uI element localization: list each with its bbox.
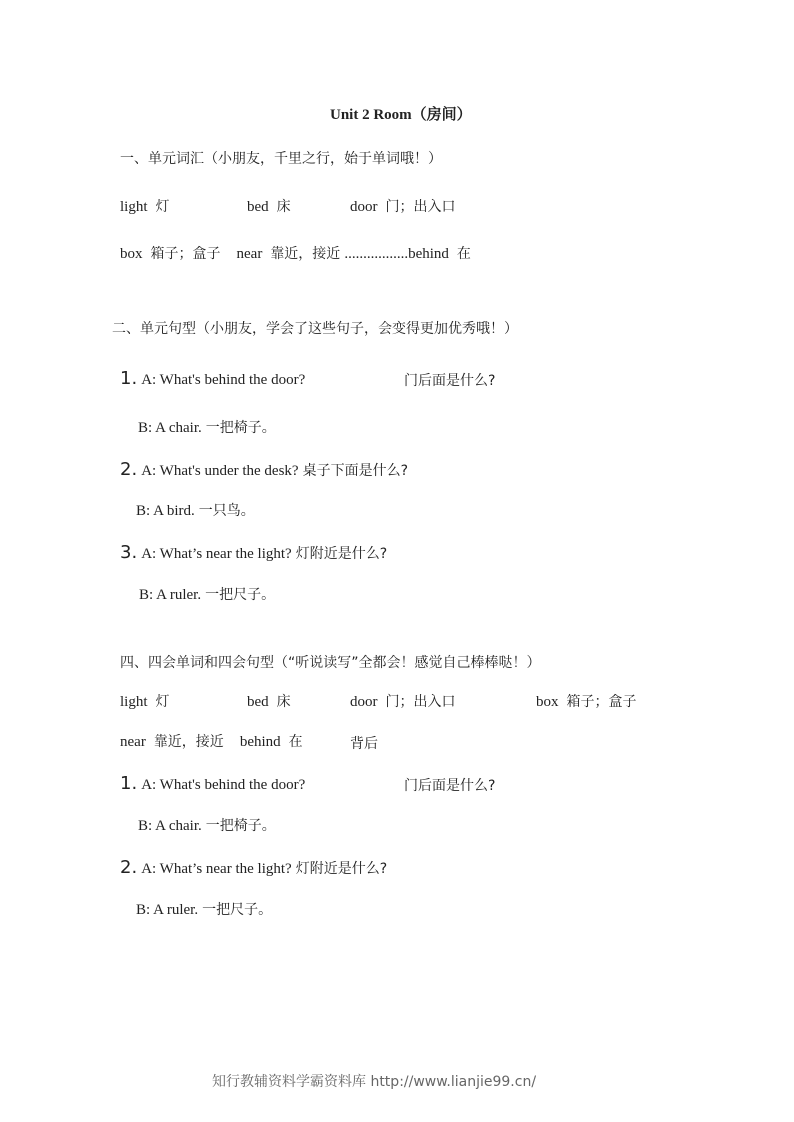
- vocab-en: box: [120, 246, 143, 262]
- vocab-en: box: [536, 694, 559, 710]
- vocab-en: near: [120, 734, 146, 750]
- vocab-en: bed: [247, 694, 269, 710]
- vocab-cn: 箱子；盒子: [150, 246, 221, 262]
- vocab-dots: .................: [344, 246, 409, 262]
- vocab-row: [120, 243, 471, 263]
- page-footer: 知行教辅资料学霸资料库 http://www.lianjie99.cn/: [212, 1074, 537, 1090]
- sentence-a: [120, 459, 408, 480]
- vocab-cn: 床: [276, 694, 291, 710]
- vocab-en: near: [236, 246, 263, 262]
- vocab-cn: 门；出入口: [385, 694, 456, 710]
- sentence-a: [120, 542, 387, 563]
- vocab-cn: 在: [288, 734, 303, 750]
- vocab-cn: 灯: [155, 694, 170, 710]
- section1-heading: 一、单元词汇（小朋友，千里之行，始于单词哦！）: [120, 151, 442, 167]
- vocab-cn: 灯: [155, 199, 170, 215]
- sentence-cn: 一把椅子。: [205, 818, 276, 834]
- item-number: 2.: [120, 857, 138, 878]
- item-number: 3.: [120, 542, 138, 563]
- sentence-a: [120, 773, 305, 794]
- sentence-cn: 桌子下面是什么?: [302, 463, 409, 479]
- vocab-en: behind: [239, 734, 281, 750]
- item-number: 1.: [120, 773, 138, 794]
- page-title: Unit 2 Room（房间）: [330, 107, 472, 123]
- sentence-b: [138, 417, 276, 437]
- sentence-en: B: A chair.: [138, 420, 202, 436]
- vocab-cn-extra: 背后: [350, 736, 378, 752]
- vocab-en: behind: [408, 246, 449, 262]
- vocab-row: [120, 731, 303, 751]
- vocab-cn: 箱子；盒子: [566, 694, 637, 710]
- section2-heading: 二、单元句型（小朋友，学会了这些句子，会变得更加优秀哦！）: [112, 321, 518, 337]
- vocab-en: door: [350, 694, 378, 710]
- item-number: 2.: [120, 459, 138, 480]
- sentence-cn: 一只鸟。: [198, 503, 255, 519]
- vocab-item: [247, 196, 291, 216]
- vocab-item: [536, 691, 637, 711]
- vocab-cn: 门；出入口: [385, 199, 456, 215]
- sentence-b: [136, 500, 255, 520]
- vocab-item: [247, 691, 291, 711]
- vocab-en: door: [350, 199, 378, 215]
- section4-heading: 四、四会单词和四会句型（“听说读写”全都会！感觉自己棒棒哒！）: [120, 655, 541, 671]
- sentence-cn: 灯附近是什么?: [295, 861, 388, 877]
- vocab-cn: 在: [456, 246, 471, 262]
- sentence-en: A: What's behind the door?: [141, 777, 306, 793]
- sentence-cn: 一把尺子。: [205, 587, 276, 603]
- sentence-cn: 灯附近是什么?: [295, 546, 388, 562]
- sentence-en: B: A chair.: [138, 818, 202, 834]
- sentence-en: B: A bird.: [136, 503, 195, 519]
- sentence-en: A: What's behind the door?: [141, 372, 306, 388]
- vocab-cn: 靠近，接近: [270, 246, 341, 262]
- vocab-item: [350, 691, 456, 711]
- sentence-en: A: What's under the desk?: [141, 463, 299, 479]
- sentence-b: [139, 584, 275, 604]
- vocab-en: bed: [247, 199, 269, 215]
- vocab-cn: 床: [276, 199, 291, 215]
- vocab-item: [120, 691, 170, 711]
- vocab-en: light: [120, 199, 148, 215]
- vocab-item: [350, 196, 456, 216]
- sentence-b: [138, 815, 276, 835]
- sentence-cn: 门后面是什么?: [404, 373, 496, 389]
- sentence-cn: 一把尺子。: [202, 902, 273, 918]
- vocab-item: [120, 196, 170, 216]
- sentence-en: B: A ruler.: [136, 902, 199, 918]
- vocab-en: light: [120, 694, 148, 710]
- sentence-cn: 门后面是什么?: [404, 778, 496, 794]
- sentence-b: [136, 899, 272, 919]
- vocab-cn: 靠近，接近: [153, 734, 224, 750]
- sentence-a: [120, 368, 305, 389]
- sentence-en: B: A ruler.: [139, 587, 202, 603]
- item-number: 1.: [120, 368, 138, 389]
- sentence-a: [120, 857, 387, 878]
- sentence-en: A: What’s near the light?: [141, 861, 292, 877]
- sentence-cn: 一把椅子。: [205, 420, 276, 436]
- sentence-en: A: What’s near the light?: [141, 546, 292, 562]
